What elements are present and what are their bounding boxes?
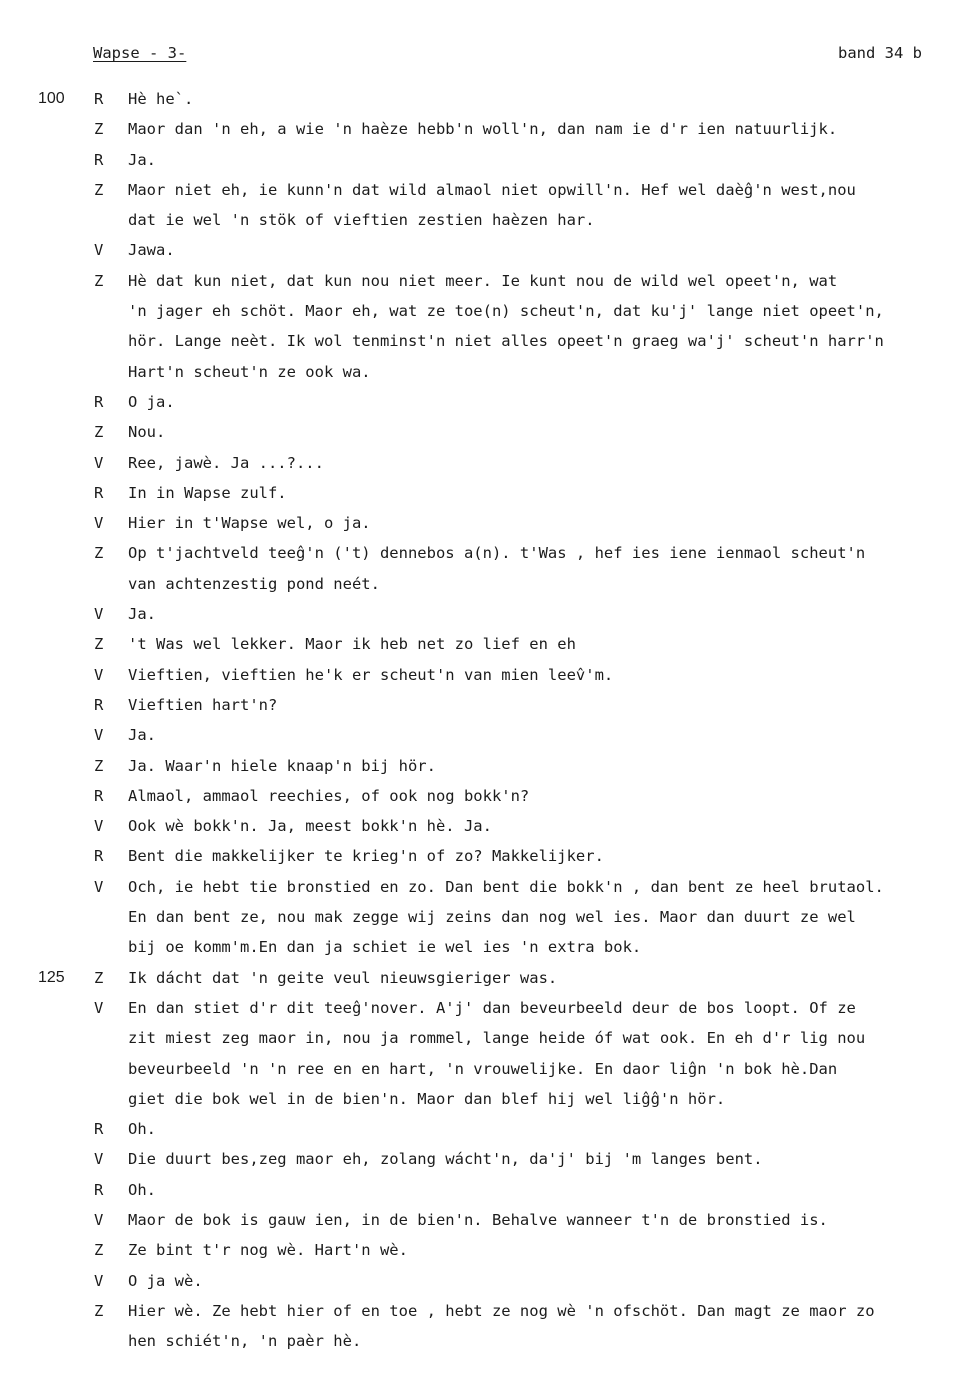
utterance-text: hen schiét'n, 'n paèr hè. [128, 1332, 362, 1351]
utterance-text: Ook wè bokk'n. Ja, meest bokk'n hè. Ja. [128, 817, 492, 836]
utterance-text: Maor de bok is gauw ien, in de bien'n. Behalve wanneer t'n de bronstied is. [128, 1210, 828, 1229]
transcript-line [0, 573, 979, 603]
utterance-text: Ik dácht dat 'n geite veul nieuwsgieriger was. [128, 968, 558, 987]
transcript-line [0, 724, 979, 754]
speaker-label: R [94, 1120, 104, 1139]
transcript-line [0, 694, 979, 724]
transcript-line [0, 906, 979, 936]
transcript-line [0, 1270, 979, 1300]
transcript-line [0, 239, 979, 269]
utterance-text: En dan stiet d'r dit teeĝ'nover. A'j' dan beveurbeeld deur de bos loopt. Of ze [128, 998, 856, 1017]
utterance-text: Ze bint t'r nog wè. Hart'n wè. [128, 1241, 408, 1260]
utterance-text: Bent die makkelijker te krieg'n of zo? Makkelijker. [128, 847, 604, 866]
utterance-text: Ja. Waar'n hiele knaap'n bij hör. [128, 756, 436, 775]
transcript-line [0, 330, 979, 360]
transcript-line [0, 936, 979, 966]
speaker-label: R [94, 150, 104, 169]
transcript-line [0, 1058, 979, 1088]
transcript-line [0, 876, 979, 906]
speaker-label: V [94, 877, 104, 896]
band-label: band 34 b [838, 44, 922, 62]
speaker-label: V [94, 1150, 104, 1169]
speaker-label: R [94, 483, 104, 502]
speaker-label: V [94, 241, 104, 260]
utterance-text: Ja. [128, 726, 156, 745]
speaker-label: Z [94, 1301, 104, 1320]
transcript-line [0, 755, 979, 785]
speaker-label: R [94, 90, 104, 108]
transcript-line [0, 179, 979, 209]
transcript-line [0, 633, 979, 663]
utterance-text: Hier wè. Ze hebt hier of en toe , hebt ze nog wè 'n ofschöt. Dan magt ze maor zo [128, 1301, 875, 1320]
speaker-label: V [94, 514, 104, 533]
speaker-label: R [94, 1180, 104, 1199]
transcript-line [0, 88, 979, 118]
transcript-line [0, 361, 979, 391]
transcript-line [0, 118, 979, 148]
utterance-text: Die duurt bes,zeg maor eh, zolang wácht'n, da'j' bij 'm langes bent. [128, 1150, 763, 1169]
line-number: 100 [38, 90, 65, 107]
page-title: Wapse - 3- [93, 44, 187, 62]
utterance-text: Hè he`. [128, 90, 194, 108]
transcript-line [0, 421, 979, 451]
utterance-text: bij oe komm'm.En dan ja schiet ie wel ies 'n extra bok. [128, 938, 642, 957]
transcript-line [0, 512, 979, 542]
transcript-line [0, 815, 979, 845]
utterance-text: Ree, jawè. Ja ...?... [128, 453, 324, 472]
utterance-text: Ja. [128, 150, 156, 169]
speaker-label: R [94, 392, 104, 411]
speaker-label: Z [94, 968, 104, 987]
utterance-text: zit miest zeg maor in, nou ja rommel, lange heide óf wat ook. En eh d'r lig nou [128, 1029, 866, 1048]
transcript-line [0, 967, 979, 997]
transcript-line [0, 997, 979, 1027]
transcript-line [0, 482, 979, 512]
utterance-text: dat ie wel 'n stök of vieftien zestien haèzen har. [128, 211, 595, 230]
utterance-text: beveurbeeld 'n 'n ree en en hart, 'n vrouwelijke. En daor liĝn 'n bok hè.Dan [128, 1059, 838, 1078]
utterance-text: 't Was wel lekker. Maor ik heb net zo lief en eh [128, 635, 576, 654]
transcript-line [0, 845, 979, 875]
transcript-line [0, 1088, 979, 1118]
speaker-label: V [94, 1271, 104, 1290]
utterance-text: Oh. [128, 1180, 156, 1199]
utterance-text: Hart'n scheut'n ze ook wa. [128, 362, 371, 381]
transcript-line [0, 149, 979, 179]
utterance-text: En dan bent ze, nou mak zegge wij zeins dan nog wel ies. Maor dan duurt ze wel [128, 908, 856, 927]
speaker-label: Z [94, 120, 104, 139]
speaker-label: V [94, 726, 104, 745]
utterance-text: Maor dan 'n eh, a wie 'n haèze hebb'n woll'n, dan nam ie d'r ien natuurlijk. [128, 120, 838, 139]
transcript-line [0, 1027, 979, 1057]
speaker-label: V [94, 1210, 104, 1229]
utterance-text: In in Wapse zulf. [128, 483, 287, 502]
speaker-label: V [94, 998, 104, 1017]
transcript-line [0, 1179, 979, 1209]
transcript-line [0, 1209, 979, 1239]
speaker-label: V [94, 605, 104, 624]
transcript-line [0, 664, 979, 694]
speaker-label: V [94, 453, 104, 472]
utterance-text: Almaol, ammaol reechies, of ook nog bokk'n? [128, 786, 530, 805]
speaker-label: V [94, 665, 104, 684]
utterance-text: Jawa. [128, 241, 175, 260]
utterance-text: Vieftien hart'n? [128, 695, 278, 714]
utterance-text: Vieftien, vieftien he'k er scheut'n van mien leev̂'m. [128, 665, 614, 684]
utterance-text: Ja. [128, 605, 156, 624]
utterance-text: van achtenzestig pond neét. [128, 574, 380, 593]
speaker-label: Z [94, 180, 104, 199]
utterance-text: O ja wè. [128, 1271, 203, 1290]
utterance-text: Maor niet eh, ie kunn'n dat wild almaol niet opwill'n. Hef wel daèĝ'n west,nou [128, 180, 856, 199]
utterance-text: O ja. [128, 392, 175, 411]
transcript-line [0, 785, 979, 815]
transcript-line [0, 603, 979, 633]
speaker-label: Z [94, 544, 104, 563]
transcript-line [0, 209, 979, 239]
transcript-line [0, 1239, 979, 1269]
speaker-label: Z [94, 271, 104, 290]
transcript-line [0, 270, 979, 300]
speaker-label: Z [94, 1241, 104, 1260]
utterance-text: giet die bok wel in de bien'n. Maor dan blef hij wel liĝĝ'n hör. [128, 1089, 726, 1108]
utterance-text: Op t'jachtveld teeĝ'n ('t) dennebos a(n). t'Was , hef ies iene ienmaol scheut'n [128, 544, 866, 563]
speaker-label: R [94, 786, 104, 805]
speaker-label: Z [94, 635, 104, 654]
transcript-line [0, 391, 979, 421]
line-number: 125 [38, 968, 65, 986]
transcript-line [0, 542, 979, 572]
utterance-text: Hier in t'Wapse wel, o ja. [128, 514, 371, 533]
utterance-text: Nou. [128, 423, 166, 442]
transcript-line [0, 1148, 979, 1178]
transcript-line [0, 1300, 979, 1330]
utterance-text: Hè dat kun niet, dat kun nou niet meer. Ie kunt nou de wild wel opeet'n, wat [128, 271, 838, 290]
utterance-text: hör. Lange neèt. Ik wol tenminst'n niet alles opeet'n graeg wa'j' scheut'n harr'n [128, 332, 884, 351]
speaker-label: V [94, 817, 104, 836]
speaker-label: R [94, 847, 104, 866]
transcript-line [0, 1330, 979, 1360]
transcript-line [0, 1118, 979, 1148]
transcript-line [0, 452, 979, 482]
utterance-text: Och, ie hebt tie bronstied en zo. Dan bent die bokk'n , dan bent ze heel brutaol. [128, 877, 884, 896]
utterance-text: 'n jager eh schöt. Maor eh, wat ze toe(n) scheut'n, dat ku'j' lange niet opeet'n, [128, 302, 884, 321]
speaker-label: R [94, 695, 104, 714]
utterance-text: Oh. [128, 1120, 156, 1139]
transcript-line [0, 300, 979, 330]
transcript-lines [0, 88, 979, 1360]
speaker-label: Z [94, 756, 104, 775]
speaker-label: Z [94, 423, 104, 442]
